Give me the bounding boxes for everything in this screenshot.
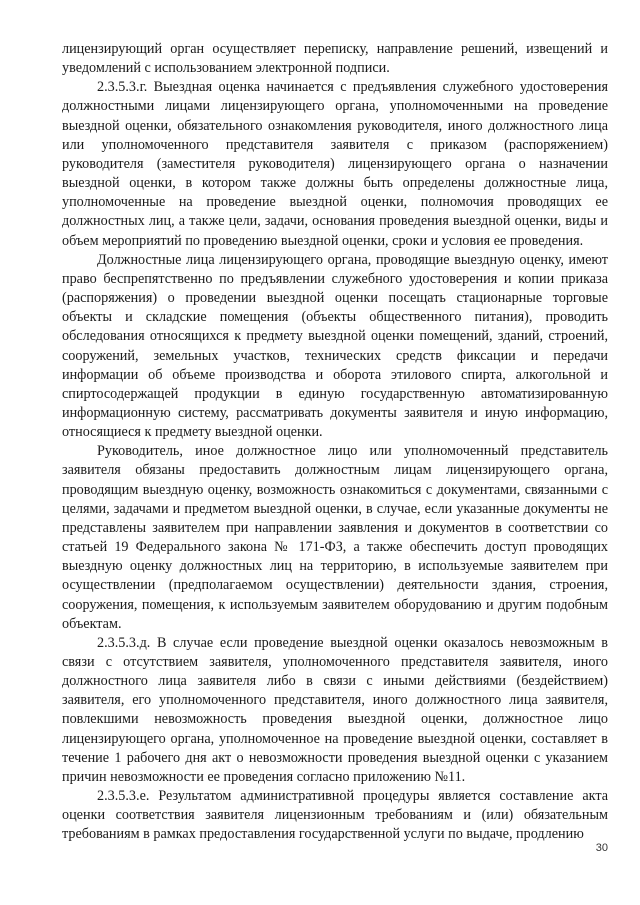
paragraph-applicant-obligations: Руководитель, иное должностное лицо или уполномоченный представитель заявителя обязаны предоставить должностным лицам лицензирующего органа, проводящим выездную оценку, возможность ознакомиться с документами, связанными с целями, задачами и предметом выездной оценки, в случае, если указанные документы не представлены заявителем при направлении заявления и документов в соответствии со статьей 19 Федерального закона № 171-ФЗ, а также обеспечить доступ проводящих выездную оценку должностных лиц на территорию, в используемые заявителем при осуществлении (предполагаемом осуществлении) деятельности здания, строения, сооружения, помещения, к используемым заявителем оборудованию и другим подобным объектам.	[62, 443, 608, 632]
page-number: 30	[595, 842, 608, 854]
paragraph-officials-rights: Должностные лица лицензирующего органа, проводящие выездную оценку, имеют право беспрепятственно по предъявлении служебного удостоверения и копии приказа (распоряжения) о проведении выездной оценки посещать стационарные торговые объекты и складские помещения (объекты общественного питания), проводить обследования относящихся к предмету выездной оценки помещений, зданий, строений, сооружений, земельных участков, технических средств фиксации и передачи информации об объеме производства и оборота этилового спирта, алкогольной и спиртосодержащей продукции в единую государственную автоматизированную информационную систему, рассматривать документы заявителя и иную информацию, относящиеся к предмету выездной оценки.	[62, 251, 608, 441]
paragraph-2-3-5-3-g: 2.3.5.3.г. Выездная оценка начинается с предъявления служебного удостоверения должностными лицами лицензирующего органа, уполномоченными на проведение выездной оценки, обязательного ознакомления руководителя, иного должностного лица или уполномоченного представителя заявителя с приказом (распоряжением) руководителя (заместителя руководителя) лицензирующего органа о назначении выездной оценки, в котором также должны быть определены должностные лица, уполномоченные на проведение выездной оценки, полномочия проводящих ее должностных лиц, а также цели, задачи, основания проведения выездной оценки, виды и объем мероприятий по проведению выездной оценки, сроки и условия ее проведения.	[62, 79, 608, 249]
paragraph-2-3-5-3-d: 2.3.5.3.д. В случае если проведение выездной оценки оказалось невозможным в связи с отсутствием заявителя, уполномоченного представителя заявителя, иного должностного лица заявителя либо в связи с иными действиями (бездействием) заявителя, его уполномоченного представителя, иного должностного лица заявителя, повлекшими невозможность проведения выездной оценки, должностное лицо лицензирующего органа, уполномоченное на проведение выездной оценки, составляет в течение 1 рабочего дня акт о невозможности проведения выездной оценки с указанием причин невозможности ее проведения согласно приложению №11.	[62, 634, 608, 785]
paragraph-continuation: лицензирующий орган осуществляет переписку, направление решений, извещений и уведомлений с использованием электронной подписи.	[62, 41, 608, 77]
document-body	[62, 40, 608, 845]
paragraph-2-3-5-3-e: 2.3.5.3.е. Результатом административной процедуры является составление акта оценки соответствия заявителя лицензионным требованиям и (или) обязательным требованиям в рамках предоставления государственной услуги по выдаче, продлению	[62, 788, 608, 843]
